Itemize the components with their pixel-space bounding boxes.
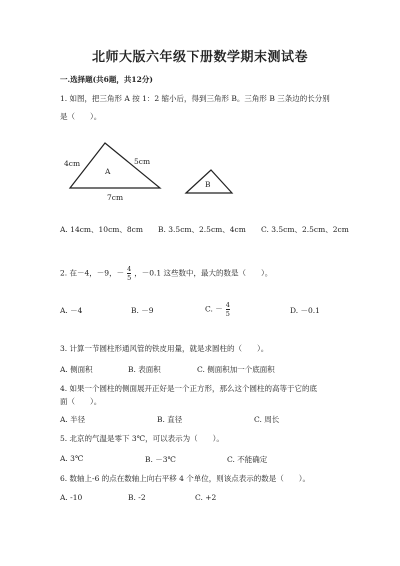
fraction-denominator: 5 [225,310,230,318]
question-4-line-1: 4. 如果一个圆柱的侧面展开正好是一个正方形，那么这个圆柱的高等于它的底 [60,384,318,393]
q2-option-d[interactable]: D. －0.1 [290,306,320,315]
q2-option-a[interactable]: A. －4 [60,306,83,315]
q3-option-a[interactable]: A. 侧面积 [60,365,93,374]
triangle-a-label: A [105,167,111,176]
q5-option-c[interactable]: C. 不能确定 [227,455,268,464]
question-6: 6. 数轴上-6 的点在数轴上向右平移 4 个单位，则该点表示的数是（ ）。 [60,474,311,483]
question-2-fraction [127,265,131,282]
question-4-line-2: 面（ ）。 [60,397,102,406]
question-5: 5. 北京的气温是零下 3℃，可以表示为（ ）。 [60,434,224,443]
fraction-denominator: 5 [127,274,132,282]
q1-option-b[interactable]: B. 3.5cm、2.5cm、4cm [158,225,246,234]
q2-option-c-label: C. － [205,304,223,314]
fraction-numerator: 4 [225,301,230,309]
q6-option-c[interactable]: C. +2 [195,493,217,502]
side-right-label: 5cm [134,157,151,166]
question-1-line-1: 1. 如图，把三角形 A 按 1：2 缩小后，得到三角形 B。三角形 B 三条边的长分别 [60,94,330,103]
side-left-label: 4cm [64,159,81,168]
q4-option-b[interactable]: B. 直径 [157,415,183,424]
q2-option-c[interactable] [205,301,233,318]
q5-option-b[interactable]: B. －3℃ [145,455,176,464]
q2-option-b[interactable]: B. －9 [131,306,154,315]
q6-option-a[interactable]: A. -10 [60,493,83,502]
q5-option-a[interactable]: A. 3℃ [60,454,84,463]
q3-option-c[interactable]: C. 侧面积加一个底面积 [197,365,275,374]
triangle-b-label: B [205,180,211,189]
q1-option-a[interactable]: A. 14cm、10cm、8cm [60,225,143,234]
q6-option-b[interactable]: B. -2 [128,493,146,502]
q4-option-c[interactable]: C. 周长 [254,415,280,424]
question-3: 3. 计算一节圆柱形通风管的铁皮用量，就是求圆柱的（ ）。 [60,344,269,353]
question-1-line-2: 是（ ）。 [60,112,102,121]
q2-option-c-fraction [226,301,230,318]
q3-option-b[interactable]: B. 表面积 [128,365,161,374]
fraction-numerator: 4 [127,265,132,273]
page-title: 北师大版六年级下册数学期末测试卷 [91,50,308,65]
q1-option-c[interactable]: C. 3.5cm、2.5cm、2cm [261,225,349,234]
section-heading: 一.选择题(共6题，共12分) [60,75,153,84]
question-2-text-pre: 2. 在－4，－9，－ [60,268,125,278]
side-bottom-label: 7cm [107,193,124,202]
q4-option-a[interactable]: A. 半径 [60,415,86,424]
triangle-figure [60,136,250,206]
question-2 [60,265,272,282]
question-2-text-post: ，－0.1 这些数中，最大的数是（ ）。 [134,268,273,278]
